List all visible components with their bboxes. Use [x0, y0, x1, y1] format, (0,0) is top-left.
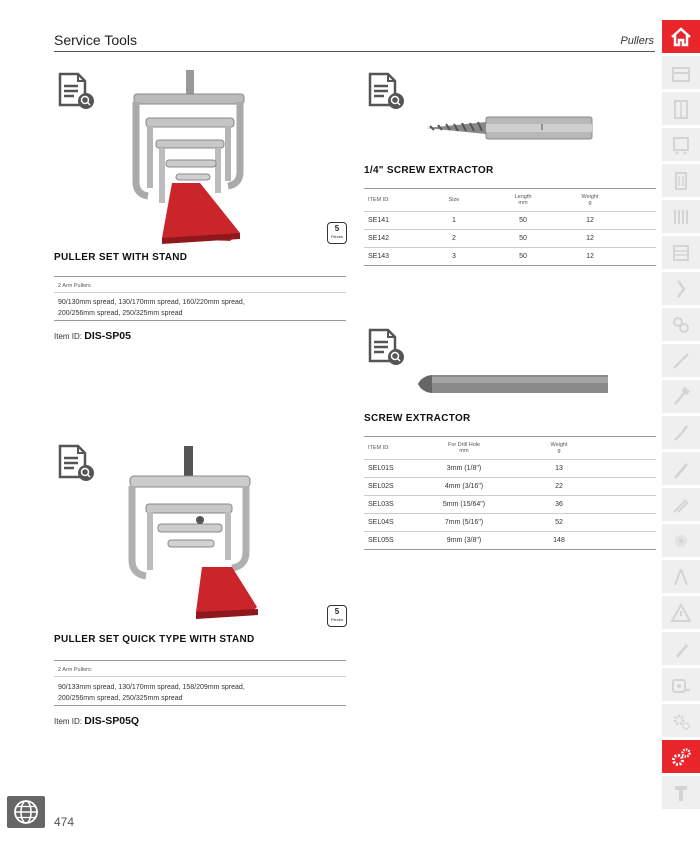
rail-pliers[interactable] — [662, 416, 700, 449]
trolley-icon — [670, 242, 692, 264]
socket-set-icon — [670, 206, 692, 228]
col-header-weight: Weight g — [568, 189, 612, 212]
gear-icon — [670, 710, 692, 732]
page-title: Service Tools — [54, 32, 138, 48]
tool-cabinet-icon — [670, 98, 692, 120]
rail-spray[interactable] — [662, 776, 700, 809]
spec-divider — [54, 660, 346, 661]
document-search-icon[interactable] — [366, 72, 406, 117]
screw-extractor-table — [364, 436, 656, 550]
product-title: PULLER SET QUICK TYPE WITH STAND — [54, 634, 255, 645]
spec-label: 2 Arm Pullers: — [58, 667, 93, 673]
spray-icon — [670, 782, 692, 804]
table-row: SEL03S 5mm (15/64") 36 — [364, 496, 656, 514]
screw-extractor-14-table — [364, 188, 656, 266]
item-id: Item ID: DIS-SP05 — [54, 330, 131, 342]
marker-icon — [670, 638, 692, 660]
rail-warning[interactable] — [662, 596, 700, 629]
rail-wrench-set[interactable] — [662, 164, 700, 197]
spec-divider — [54, 676, 346, 677]
spec-divider — [54, 276, 346, 277]
wrench-set-icon — [670, 170, 692, 192]
table-row: SEL01S 3mm (1/8") 13 — [364, 460, 656, 478]
table-header-row — [364, 437, 656, 460]
chisel-icon — [670, 458, 692, 480]
rail-service-tools[interactable] — [662, 740, 700, 773]
table-row: SEL02S 4mm (3/16") 22 — [364, 478, 656, 496]
gauge-icon — [670, 278, 692, 300]
document-search-icon[interactable] — [366, 328, 406, 373]
screwdriver-icon — [670, 350, 692, 372]
measuring-tape-icon — [670, 674, 692, 696]
rail-grinder[interactable] — [662, 524, 700, 557]
rail-screwdriver[interactable] — [662, 344, 700, 377]
rail-socket-set[interactable] — [662, 200, 700, 233]
compass-icon — [670, 566, 692, 588]
globe-icon — [13, 799, 39, 825]
rail-home[interactable] — [662, 20, 700, 53]
category-rail — [662, 20, 700, 812]
product-title: SCREW EXTRACTOR — [364, 413, 471, 424]
col-header-weight: Weight g — [512, 437, 606, 460]
rail-measuring-tape[interactable] — [662, 668, 700, 701]
spec-text: 90/133mm spread, 130/170mm spread, 158/209mm spread, 200/256mm spread, 250/325mm spread — [58, 684, 245, 702]
col-header-item-id: ITEM ID: — [364, 189, 430, 212]
rail-compass[interactable] — [662, 560, 700, 593]
section-category: Pullers — [620, 35, 654, 47]
pliers-icon — [670, 422, 692, 444]
puller-set-image — [122, 68, 262, 251]
service-gears-icon — [670, 746, 692, 768]
spec-text: 90/130mm spread, 130/170mm spread, 160/220mm spread, 200/256mm spread, 250/325mm spread — [58, 299, 245, 317]
hammer-icon — [670, 386, 692, 408]
spec-divider — [54, 705, 346, 706]
rail-cutter[interactable] — [662, 488, 700, 521]
rail-trolley[interactable] — [662, 236, 700, 269]
screw-extractor-bit-image — [424, 114, 596, 147]
item-id: Item ID: DIS-SP05Q — [54, 715, 140, 727]
table-row: SEL05S 9mm (3/8") 148 — [364, 532, 656, 550]
table-row: SE142 2 50 12 — [364, 230, 656, 248]
col-header-length: Length mm — [478, 189, 568, 212]
product-title: 1/4" SCREW EXTRACTOR — [364, 165, 494, 176]
cutter-icon — [670, 494, 692, 516]
spec-label: 2 Arm Pullers — [58, 283, 91, 289]
spec-divider — [54, 292, 346, 293]
product-title: PULLER SET WITH STAND — [54, 252, 188, 263]
rail-chain[interactable] — [662, 308, 700, 341]
puller-quick-set-image — [120, 442, 260, 625]
rail-hammer[interactable] — [662, 380, 700, 413]
rail-gear[interactable] — [662, 704, 700, 737]
screw-extractor-image — [416, 370, 612, 403]
col-header-drill-hole: For Drill Hole mm — [416, 437, 512, 460]
chain-icon — [670, 314, 692, 336]
globe-button[interactable] — [7, 796, 45, 828]
spec-divider — [54, 320, 346, 321]
table-row: SE141 1 50 12 — [364, 212, 656, 230]
pieces-badge: 5 Pieces — [327, 605, 347, 627]
rail-gauge[interactable] — [662, 272, 700, 305]
tool-cart-icon — [670, 134, 692, 156]
col-header-item-id: ITEM ID: — [364, 437, 416, 460]
rail-marker[interactable] — [662, 632, 700, 665]
toolbox-icon — [670, 62, 692, 84]
rail-toolbox[interactable] — [662, 56, 700, 89]
rail-tool-cabinet[interactable] — [662, 92, 700, 125]
page-number: 474 — [54, 815, 75, 829]
grinder-icon — [670, 530, 692, 552]
header-divider — [54, 51, 655, 52]
table-header-row — [364, 189, 656, 212]
table-row: SEL04S 7mm (5/16") 52 — [364, 514, 656, 532]
pieces-badge: 5 Pieces — [327, 222, 347, 244]
col-header-size: Size — [430, 189, 478, 212]
document-search-icon[interactable] — [56, 72, 96, 117]
warning-icon — [670, 602, 692, 624]
document-search-icon[interactable] — [56, 444, 96, 489]
home-icon — [670, 26, 692, 48]
table-row: SE143 3 50 12 — [364, 248, 656, 266]
rail-tool-cart[interactable] — [662, 128, 700, 161]
rail-chisel[interactable] — [662, 452, 700, 485]
